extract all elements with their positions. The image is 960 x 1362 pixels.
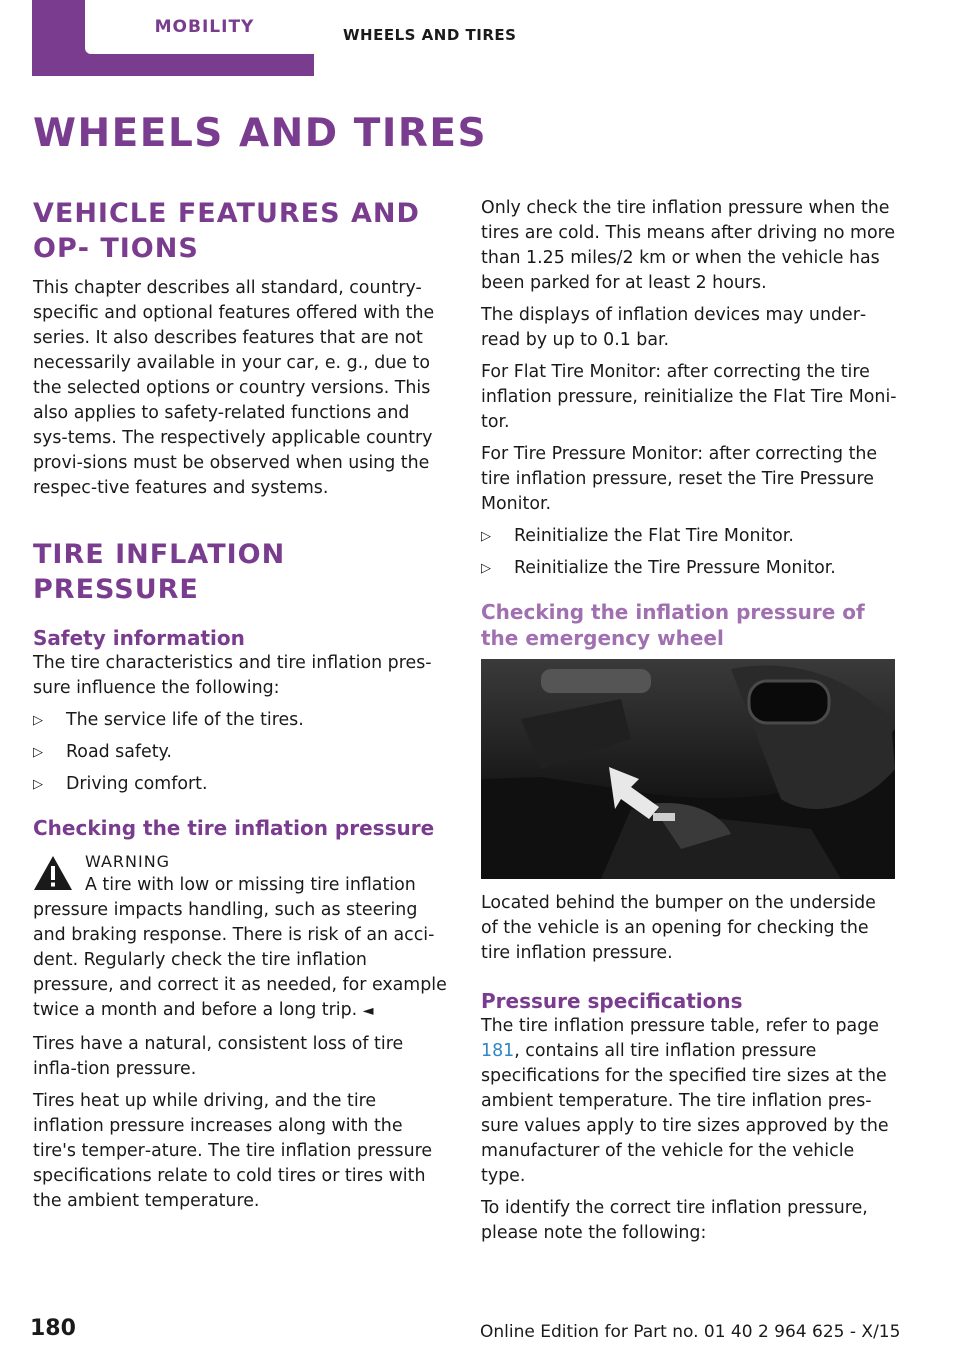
underside-illustration <box>481 659 895 879</box>
page-181-link[interactable]: 181 <box>481 1041 515 1061</box>
page-number: 180 <box>30 1316 76 1341</box>
warning-label: WARNING <box>85 852 171 871</box>
pressure-spec-heading: Pressure specifications <box>481 989 743 1013</box>
safety-list <box>33 708 449 797</box>
display-paragraph: The displays of inflation devices may under‐read by up to 0.1 bar. <box>481 305 867 350</box>
list-item: ▷ Reinitialize the Flat Tire Monitor. <box>481 524 897 549</box>
emergency-wheel-photo <box>481 659 895 879</box>
identify-paragraph: To identify the correct tire inflation pressure, please note the following: <box>481 1198 868 1243</box>
bullet-triangle-icon: ▷ <box>33 777 43 792</box>
warning-text: A tire with low or missing tire inflation pressure impacts handling, such as steering and braking response. There is risk of an acci‐dent. Regularly check the tire inflation pressure, and correct it as needed, for example twice a month and before a long trip. ◄ <box>33 875 447 1020</box>
warning-block <box>33 849 449 874</box>
tpm-paragraph: For Tire Pressure Monitor: after correcting the tire inflation pressure, reset the Tire Pressure Monitor. <box>481 444 878 514</box>
vehicle-features-paragraph: This chapter describes all standard, country-specific and optional features offered with the series. It also describes features that are not necessarily available in your car, e. g., due to the selected options or country versions. This also applies to safety-related functions and sys‐tems. The respectively applicable country provi‐sions must be observed when using the respec‐tive features and systems. <box>33 278 435 498</box>
tab-mobility[interactable] <box>32 0 314 76</box>
page-title: WHEELS AND TIRES <box>33 111 488 156</box>
emergency-wheel-heading: Checking the inflation pressure of the emergency wheel <box>481 600 865 650</box>
safety-information-heading: Safety information <box>33 626 245 650</box>
bullet-triangle-icon: ▷ <box>33 745 43 760</box>
bullet-triangle-icon: ▷ <box>33 713 43 728</box>
pressure-spec-paragraph: The tire inflation pressure table, refer to page 181, contains all tire inflation pressure specifications for the specified tire sizes at the ambient temperature. The tire inflation pres‐sure values apply to tire sizes approved by the manufacturer of the vehicle for the vehicle type. <box>481 1016 889 1186</box>
left-column <box>33 196 449 1221</box>
pressure-loss-paragraph: Tires have a natural, consistent loss of tire infla‐tion pressure. <box>33 1034 404 1079</box>
bullet-triangle-icon: ▷ <box>481 561 491 576</box>
tab-wheels-and-tires[interactable]: WHEELS AND TIRES <box>343 26 517 44</box>
list-item: ▷ Road safety. <box>33 740 449 765</box>
tab-mobility-inner <box>85 0 324 54</box>
header-tab-bar <box>0 0 960 76</box>
list-item: ▷ Driving comfort. <box>33 772 449 797</box>
cold-check-paragraph: Only check the tire inflation pressure when the tires are cold. This means after driving no more than 1.25 miles/2 km or when the vehicle has been parked for at least 2 hours. <box>481 198 896 293</box>
tire-heat-paragraph: Tires heat up while driving, and the tire inflation pressure increases along with the tire's temper‐ature. The tire inflation pressure specifications relate to cold tires or tires with the ambient temperature. <box>33 1091 433 1211</box>
bullet-triangle-icon: ▷ <box>481 529 491 544</box>
monitor-list <box>481 524 897 581</box>
edition-note: Online Edition for Part no. 01 40 2 964 625 - X/15 <box>480 1322 901 1342</box>
emergency-wheel-paragraph: Located behind the bumper on the underside of the vehicle is an opening for checking the tire inflation pressure. <box>481 893 876 963</box>
end-marker-icon: ◄ <box>362 1003 374 1019</box>
right-column <box>481 196 897 1253</box>
list-item: ▷ The service life of the tires. <box>33 708 449 733</box>
tab-mobility-label: MOBILITY <box>154 17 255 37</box>
tire-pressure-heading: TIRE INFLATION PRESSURE <box>33 539 286 605</box>
flat-tire-paragraph: For Flat Tire Monitor: after correcting the tire inflation pressure, reinitialize the Flat Tire Moni‐tor. <box>481 362 897 432</box>
checking-pressure-heading: Checking the tire inflation pressure <box>33 816 435 840</box>
vehicle-features-heading: VEHICLE FEATURES AND OP‐ TIONS <box>33 198 420 264</box>
safety-intro-paragraph: The tire characteristics and tire inflation pres‐sure influence the following: <box>33 653 432 698</box>
list-item: ▷ Reinitialize the Tire Pressure Monitor. <box>481 556 897 581</box>
warning-triangle-icon <box>33 855 73 891</box>
